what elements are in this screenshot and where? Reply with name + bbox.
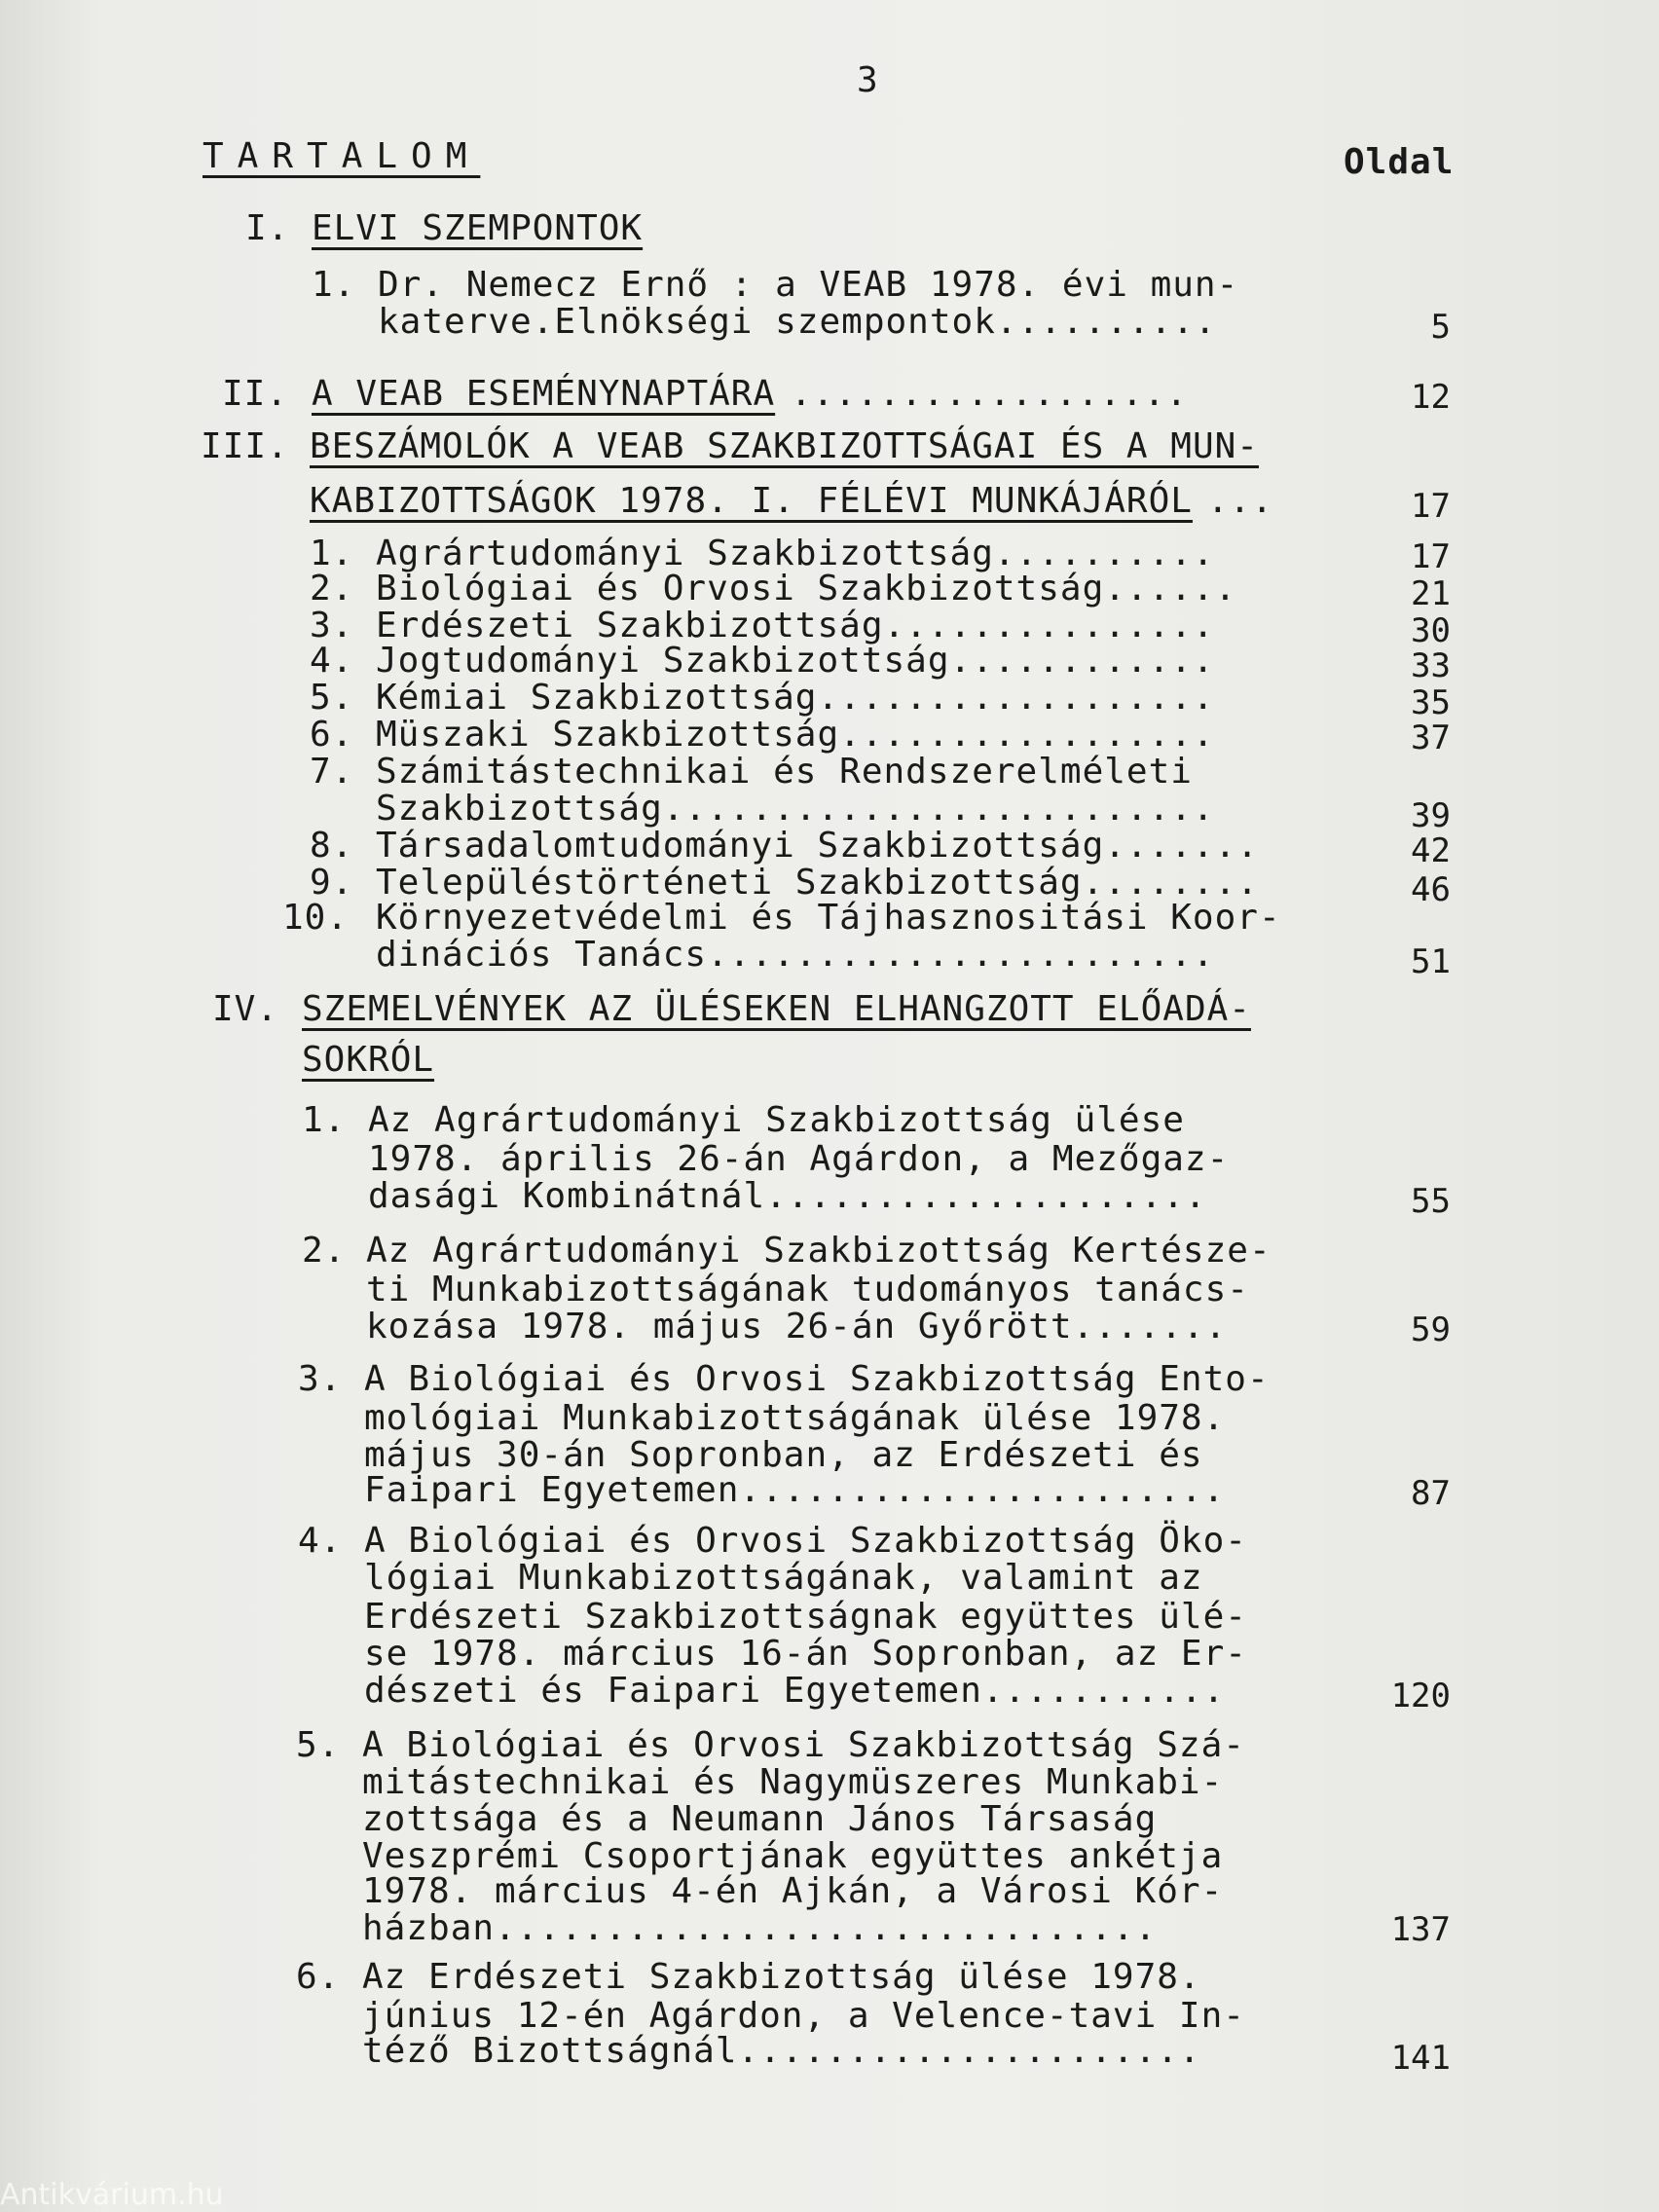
entry-text: házban.............................. bbox=[362, 1908, 1158, 1948]
entry-number: 3. bbox=[298, 1359, 343, 1399]
entry-text: Erdészeti Szakbizottságnak együttes ülé- bbox=[364, 1597, 1247, 1637]
section-label: III. bbox=[201, 426, 289, 466]
entry-text: Településtörténeti Szakbizottság........ bbox=[376, 863, 1259, 903]
section-label: I. bbox=[245, 208, 290, 248]
entry-page: 17 bbox=[1411, 487, 1451, 526]
entry-text: Az Agrártudományi Szakbizottság Kertésze- bbox=[366, 1231, 1272, 1271]
entry-number: 5. bbox=[310, 678, 354, 718]
section-title: A VEAB ESEMÉNYNAPTÁRA bbox=[312, 374, 776, 414]
section-label: IV. bbox=[212, 989, 279, 1029]
section-title: BESZÁMOLÓK A VEAB SZAKBIZOTTSÁGAI ÉS A MUN- bbox=[310, 426, 1259, 466]
page-column-label: Oldal bbox=[1344, 142, 1455, 182]
entry-text: mitástechnikai és Nagymüszeres Munkabi- bbox=[362, 1762, 1224, 1802]
entry-page: 12 bbox=[1411, 378, 1451, 417]
entry-text: Számitástechnikai és Rendszerelméleti bbox=[376, 752, 1193, 792]
entry-text: se 1978. március 16-án Sopronban, az Er- bbox=[364, 1634, 1247, 1674]
entry-text: A Biológiai és Orvosi Szakbizottság Öko- bbox=[364, 1521, 1247, 1561]
entry-number: 2. bbox=[310, 569, 354, 608]
entry-text: A Biológiai és Orvosi Szakbizottság Ento- bbox=[364, 1359, 1270, 1399]
entry-text: kozása 1978. május 26-án Győrött....... bbox=[366, 1307, 1228, 1346]
entry-number: 2. bbox=[302, 1231, 347, 1271]
entry-text: Szakbizottság......................... bbox=[376, 789, 1215, 829]
entry-number: 6. bbox=[310, 715, 354, 755]
entry-page: 87 bbox=[1411, 1474, 1451, 1513]
entry-text: Veszprémi Csoportjának együttes ankétja bbox=[362, 1836, 1224, 1876]
entry-text: Erdészeti Szakbizottság............... bbox=[376, 606, 1215, 645]
entry-number: 8. bbox=[310, 826, 354, 866]
contents-heading: TARTALOM bbox=[203, 136, 481, 176]
entry-text: 1978. március 4-én Ajkán, a Városi Kór- bbox=[362, 1871, 1224, 1911]
entry-number: 1. bbox=[312, 265, 356, 305]
entry-page: 120 bbox=[1390, 1677, 1451, 1715]
entry-text: A Biológiai és Orvosi Szakbizottság Szá- bbox=[362, 1725, 1245, 1765]
section-title: ELVI SZEMPONTOK bbox=[312, 208, 644, 248]
entry-text: dinációs Tanács....................... bbox=[376, 935, 1215, 975]
entry-text: zottsága és a Neumann János Társaság bbox=[362, 1799, 1158, 1839]
entry-page: 5 bbox=[1430, 308, 1451, 347]
entry-number: 4. bbox=[310, 641, 354, 681]
section-dots: .................. bbox=[791, 374, 1189, 414]
entry-text: ti Munkabizottságának tudományos tanács- bbox=[366, 1270, 1249, 1309]
entry-text: Müszaki Szakbizottság................. bbox=[376, 715, 1215, 755]
entry-page: 33 bbox=[1411, 646, 1451, 685]
entry-text: dasági Kombinátnál.................... bbox=[368, 1176, 1207, 1216]
entry-page: 51 bbox=[1411, 942, 1451, 981]
entry-page: 39 bbox=[1411, 796, 1451, 835]
entry-text: Dr. Nemecz Ernő : a VEAB 1978. évi mun- bbox=[378, 265, 1239, 305]
entry-page: 17 bbox=[1411, 537, 1451, 576]
entry-page: 21 bbox=[1411, 574, 1451, 613]
entry-page: 30 bbox=[1411, 611, 1451, 650]
entry-text: katerve.Elnökségi szempontok.......... bbox=[378, 302, 1217, 342]
entry-page: 55 bbox=[1411, 1182, 1451, 1221]
entry-text: Társadalomtudományi Szakbizottság....... bbox=[376, 826, 1259, 866]
entry-text: június 12-én Agárdon, a Velence-tavi In- bbox=[362, 1996, 1245, 2036]
entry-text: május 30-án Sopronban, az Erdészeti és bbox=[364, 1435, 1203, 1475]
entry-number: 1. bbox=[310, 534, 354, 573]
watermark: Antikvárium.hu bbox=[0, 2178, 224, 2212]
entry-page: 35 bbox=[1411, 683, 1451, 722]
entry-number: 1. bbox=[302, 1100, 347, 1140]
entry-text: Faipari Egyetemen...................... bbox=[364, 1470, 1226, 1510]
entry-number: 5. bbox=[296, 1725, 341, 1765]
entry-text: téző Bizottságnál..................... bbox=[362, 2031, 1201, 2071]
entry-page: 59 bbox=[1411, 1310, 1451, 1349]
entry-text: Jogtudományi Szakbizottság............ bbox=[376, 641, 1215, 681]
entry-number: 4. bbox=[298, 1521, 343, 1561]
entry-text: dészeti és Faipari Egyetemen........... bbox=[364, 1671, 1226, 1711]
entry-text: lógiai Munkabizottságának, valamint az bbox=[364, 1558, 1203, 1598]
entry-page: 141 bbox=[1390, 2039, 1451, 2078]
section-dots: ... bbox=[1207, 481, 1274, 521]
entry-page: 46 bbox=[1411, 870, 1451, 909]
entry-text: Környezetvédelmi és Tájhasznositási Koor- bbox=[376, 898, 1281, 938]
entry-number: 9. bbox=[310, 863, 354, 903]
entry-text: 1978. április 26-án Agárdon, a Mezőgaz- bbox=[368, 1139, 1230, 1179]
entry-number: 10. bbox=[282, 898, 350, 938]
entry-text: Agrártudományi Szakbizottság.......... bbox=[376, 534, 1215, 573]
entry-number: 7. bbox=[310, 752, 354, 792]
entry-number: 3. bbox=[310, 606, 354, 645]
section-label: II. bbox=[222, 374, 289, 414]
entry-page: 37 bbox=[1411, 719, 1451, 757]
section-title: KABIZOTTSÁGOK 1978. I. FÉLÉVI MUNKÁJÁRÓL bbox=[310, 481, 1193, 521]
entry-page: 42 bbox=[1411, 831, 1451, 870]
section-title: SZEMELVÉNYEK AZ ÜLÉSEKEN ELHANGZOTT ELŐADÁ- bbox=[302, 989, 1251, 1029]
entry-text: Biológiai és Orvosi Szakbizottság...... bbox=[376, 569, 1237, 608]
entry-text: Az Agrártudományi Szakbizottság ülése bbox=[368, 1100, 1185, 1140]
entry-page: 137 bbox=[1390, 1910, 1451, 1949]
section-title: SOKRÓL bbox=[302, 1040, 435, 1080]
entry-text: Kémiai Szakbizottság.................. bbox=[376, 678, 1215, 718]
entry-text: mológiai Munkabizottságának ülése 1978. bbox=[364, 1398, 1226, 1438]
entry-number: 6. bbox=[296, 1957, 341, 1997]
entry-text: Az Erdészeti Szakbizottság ülése 1978. bbox=[362, 1957, 1201, 1997]
page-number: 3 bbox=[857, 60, 879, 100]
